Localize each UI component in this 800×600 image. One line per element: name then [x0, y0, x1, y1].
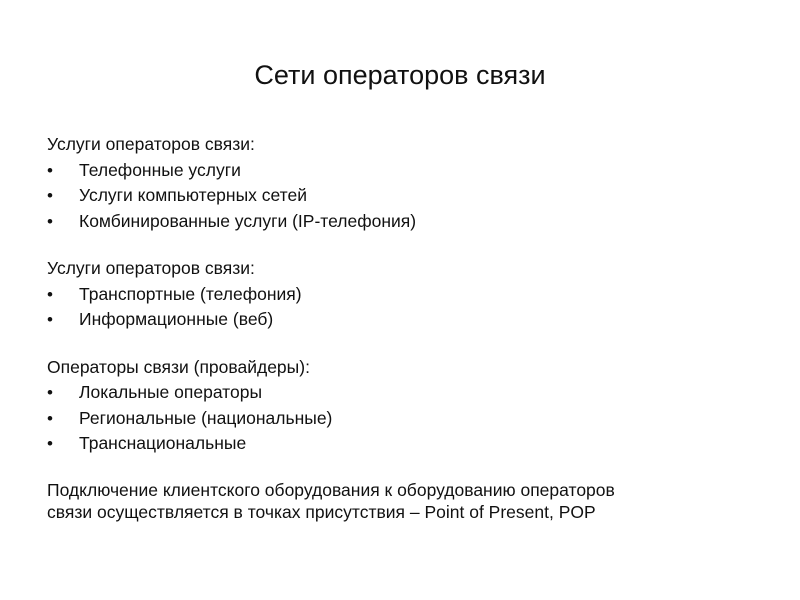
bullet-icon: • — [47, 284, 53, 304]
section-heading: Операторы связи (провайдеры): — [47, 356, 310, 377]
bullet-icon: • — [47, 383, 53, 402]
list-item — [47, 158, 767, 184]
list-item-text: Информационные (веб) — [79, 309, 274, 329]
list-item-text: Локальные операторы — [79, 382, 263, 402]
list-item — [47, 183, 767, 209]
closing-line: связи осуществляется в точках присутствия – Point of Present, POP — [47, 501, 596, 522]
list-item — [47, 406, 767, 432]
list-item-text: Комбинированные услуги (IP-телефония) — [79, 210, 417, 231]
list-item — [47, 431, 767, 457]
bullet-list — [47, 282, 767, 333]
bullet-list — [47, 158, 767, 235]
list-item-text: Телефонные услуги — [79, 159, 241, 180]
list-item-text: Транспортные (телефония) — [79, 283, 302, 304]
section-operators — [47, 355, 767, 457]
bullet-icon: • — [47, 434, 53, 453]
bullet-icon: • — [47, 310, 53, 329]
bullet-icon: • — [47, 408, 53, 428]
section-service-types — [47, 256, 767, 333]
list-item-text: Транснациональные — [79, 433, 247, 453]
slide-content — [47, 132, 767, 523]
section-heading: Услуги операторов связи: — [47, 258, 255, 278]
slide-title: Сети операторов связи — [254, 60, 546, 90]
bullet-icon: • — [47, 186, 53, 205]
closing-line: Подключение клиентского оборудования к оборудованию операторов — [47, 479, 615, 500]
bullet-icon: • — [47, 160, 53, 180]
bullet-list — [47, 380, 767, 457]
list-item-text: Региональные (национальные) — [79, 407, 333, 428]
section-heading: Услуги операторов связи: — [47, 134, 255, 154]
list-item — [47, 307, 767, 333]
list-item — [47, 380, 767, 406]
bullet-icon: • — [47, 211, 53, 231]
list-item-text: Услуги компьютерных сетей — [79, 185, 307, 205]
list-item — [47, 209, 767, 235]
closing-paragraph — [47, 479, 767, 523]
section-services — [47, 132, 767, 234]
list-item — [47, 282, 767, 308]
